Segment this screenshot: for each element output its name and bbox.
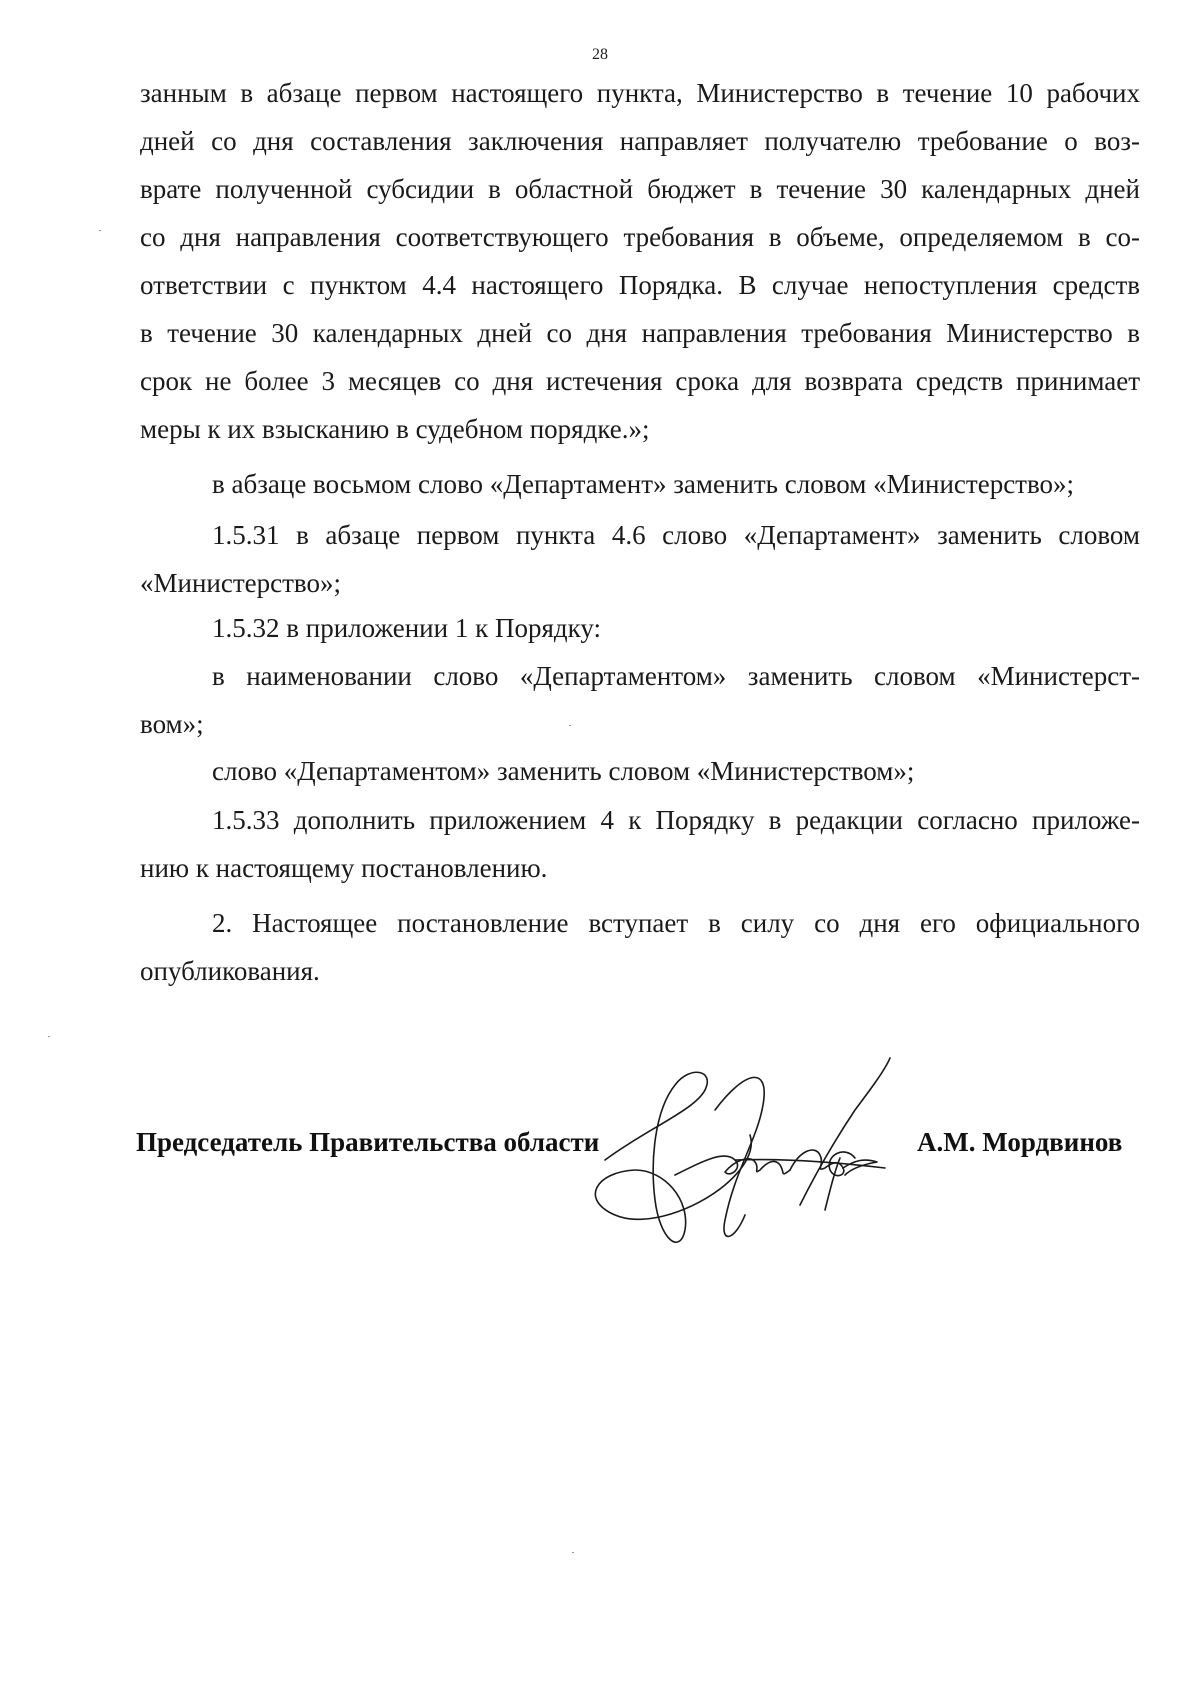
paragraph-1-5-33 (140, 796, 1140, 892)
scan-speck (572, 1552, 574, 1553)
text-line: 1.5.33 дополнить приложением 4 к Порядку в редакции согласно приложе- (212, 805, 1140, 835)
text-line: занным в абзаце первом настоящего пункта, Министерство в течение 10 рабочих (140, 78, 1140, 108)
paragraph-continuation (140, 69, 1140, 453)
text-line: 1.5.31 в абзаце первом пункта 4.6 слово «Департамент» заменить словом (212, 520, 1140, 550)
text-line: срок не более 3 месяцев со дня истечения срока для возврата средств принимает (140, 366, 1140, 396)
text-line: вом»; (140, 709, 204, 739)
signatory-name: А.М. Мордвинов (917, 1127, 1123, 1157)
paragraph-2 (140, 899, 1140, 995)
text-line: в абзаце восьмом слово «Департамент» заменить словом «Министерство»; (212, 469, 1075, 499)
text-line: в течение 30 календарных дней со дня направления требования Министерство в (140, 318, 1140, 348)
text-line: опубликования. (140, 956, 320, 986)
text-line: 1.5.32 в приложении 1 к Порядку: (212, 613, 601, 643)
paragraph-1-5-32 (140, 604, 1140, 652)
page-number: 28 (592, 46, 608, 63)
scan-speck (48, 1036, 50, 1037)
signatory-title: Председатель Правительства области (136, 1127, 600, 1157)
text-line: дней со дня составления заключения направляет получателю требование о воз- (140, 126, 1140, 156)
scan-speck (99, 230, 101, 231)
paragraph-1-5-31 (140, 511, 1140, 607)
scan-speck (569, 725, 571, 726)
paragraph-abzac-8 (140, 460, 1140, 508)
paragraph-slovo (140, 747, 1140, 795)
handwritten-signature (585, 1050, 925, 1265)
text-line: со дня направления соответствующего требования в объеме, определяемом в со- (140, 222, 1140, 252)
text-line: в наименовании слово «Департаментом» заменить словом «Министерст- (212, 661, 1140, 691)
text-line: 2. Настоящее постановление вступает в силу со дня его официального (212, 908, 1140, 938)
paragraph-naimenovanie (140, 652, 1140, 748)
text-line: врате полученной субсидии в областной бюджет в течение 30 календарных дней (140, 174, 1140, 204)
text-line: ответствии с пунктом 4.4 настоящего Порядка. В случае непоступления средств (140, 270, 1140, 300)
text-line: «Министерство»; (140, 568, 341, 598)
text-line: меры к их взысканию в судебном порядке.»; (140, 414, 650, 444)
text-line: слово «Департаментом» заменить словом «Министерством»; (212, 756, 915, 786)
text-line: нию к настоящему постановлению. (140, 853, 548, 883)
